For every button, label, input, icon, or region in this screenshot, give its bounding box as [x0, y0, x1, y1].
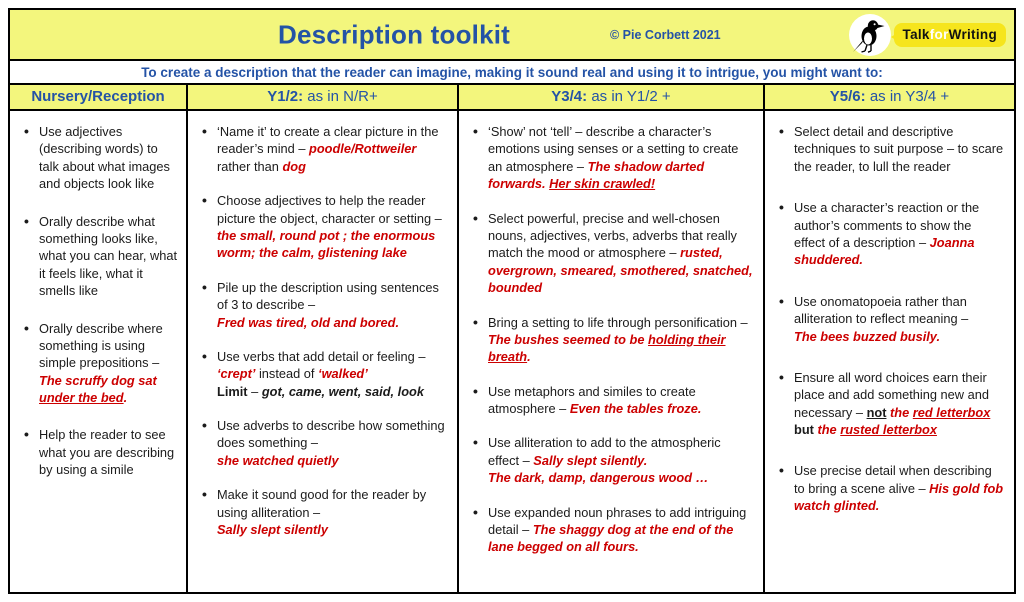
- text-run: under the bed: [39, 390, 124, 406]
- text-run: Select detail and descriptive techniques to suit purpose – to scare the reader, to lull the reader: [794, 124, 1004, 174]
- table-body-row: [10, 111, 1014, 592]
- text-run: Use verbs that add detail or feeling –: [217, 348, 426, 364]
- header-band: [10, 10, 1014, 61]
- bullet-list-y3-4: [467, 123, 754, 556]
- text-run: .: [123, 390, 128, 406]
- text-run: dog: [282, 158, 306, 174]
- text-run: got, came, went, said, look: [261, 383, 424, 399]
- copyright-text: © Pie Corbett 2021: [610, 27, 721, 42]
- column-cell-y5-6: [765, 111, 1014, 592]
- text-run: Her skin crawled!: [549, 176, 656, 192]
- text-run: Ensure all word choices earn their place and add something new and necessary –: [794, 369, 989, 420]
- bullet-list-nursery-reception: [18, 123, 177, 479]
- text-run: rusted letterbox: [840, 422, 937, 438]
- text-run: rusted, overgrown, smeared, smothered, snatched, bounded: [488, 245, 753, 296]
- bullet-item: [196, 192, 448, 262]
- text-run: Select powerful, precise and well-chosen nouns, adjectives, verbs, adverbs that really match the mood or atmosphere –: [488, 210, 737, 261]
- text-run: red letterbox: [912, 404, 991, 420]
- bullet-item: [196, 348, 448, 400]
- text-run: Use onomatopoeia rather than alliteration to reflect meaning –: [794, 293, 969, 327]
- column-header-strong: Y1/2:: [267, 88, 304, 105]
- text-run: Joanna shuddered.: [794, 234, 975, 268]
- text-run: Use precise detail when describing to bring a scene alive –: [794, 463, 992, 496]
- text-run: Sally slept silently: [217, 522, 328, 538]
- text-run: Pile up the description using sentences of 3 to describe –: [217, 279, 439, 313]
- bullet-item: [196, 417, 448, 469]
- text-run: poodle/Rottweiler: [309, 141, 417, 157]
- bullet-item: [773, 293, 1005, 345]
- text-run: –: [247, 383, 262, 399]
- bullet-item: [773, 462, 1005, 514]
- text-run: .: [527, 349, 531, 365]
- text-run: The bees buzzed busily.: [794, 328, 941, 344]
- text-run: Use alliteration to add to the atmospheric effect –: [488, 435, 721, 468]
- text-run: the: [890, 404, 913, 420]
- text-run: Choose adjectives to help the reader picture the object, character or setting –: [217, 193, 442, 226]
- text-run: Bring a setting to life through personification –: [488, 314, 748, 330]
- toolkit-sheet: [8, 8, 1016, 594]
- column-header-y1-2: [188, 85, 459, 109]
- text-run: but: [794, 422, 814, 438]
- magpie-bird-icon: [850, 15, 890, 55]
- text-run: rather than: [217, 158, 283, 174]
- bullet-item: [196, 123, 448, 175]
- text-run: Use a character’s reaction or the author’s comments to show the effect of a description –: [794, 200, 980, 250]
- bullet-item: [196, 486, 448, 538]
- column-cell-y3-4: [459, 111, 765, 592]
- text-run: the: [817, 422, 841, 438]
- text-run: Use adjectives (describing words) to talk about what images and objects look like: [39, 124, 170, 192]
- text-run: ‘crept’: [217, 366, 256, 382]
- bullet-item: [467, 504, 754, 556]
- text-run: Use expanded noun phrases to add intriguing detail –: [488, 504, 747, 538]
- text-run: Use metaphors and similes to create atmosphere –: [488, 383, 696, 417]
- bullet-list-y1-2: [196, 123, 448, 538]
- bullet-item: [467, 123, 754, 193]
- text-run: The shadow darted forwards.: [488, 158, 705, 192]
- text-run: Orally describe where something is using simple prepositions –: [39, 320, 163, 371]
- text-run: The bushes seemed to be: [488, 331, 649, 347]
- column-cell-nursery-reception: [10, 111, 188, 592]
- text-run: she watched quietly: [217, 452, 339, 468]
- column-header-strong: Y5/6:: [829, 88, 866, 105]
- bullet-item: [18, 426, 177, 478]
- logo-speech-bubble: [894, 23, 1006, 47]
- text-run: ‘Name it’ to create a clear picture in the reader’s mind –: [217, 124, 439, 157]
- bullet-item: [467, 383, 754, 418]
- text-run: Make it sound good for the reader by using alliteration –: [217, 487, 427, 520]
- column-header-strong: Y3/4:: [551, 88, 588, 105]
- bullet-item: [773, 123, 1005, 175]
- page-title: Description toolkit: [278, 19, 511, 49]
- text-run: ‘Show’ not ‘tell’ – describe a character’s emotions using senses or a setting to create an atmosphere –: [488, 124, 739, 174]
- logo-circle: [849, 14, 891, 56]
- bullet-item: [467, 434, 754, 486]
- bullet-item: [773, 199, 1005, 269]
- bullet-item: [773, 369, 1005, 439]
- text-run: The scruffy dog sat: [39, 372, 157, 388]
- column-header-rest: as in Y1/2 +: [587, 88, 671, 105]
- bullet-item: [467, 314, 754, 366]
- bullet-list-y5-6: [773, 123, 1005, 515]
- column-header-strong: Nursery/Reception: [31, 88, 165, 105]
- column-header-nursery-reception: [10, 85, 188, 109]
- column-header-rest: as in N/R+: [303, 88, 378, 105]
- text-run: The dark, damp, dangerous wood …: [488, 470, 709, 486]
- bullet-item: [18, 213, 177, 300]
- text-run: holding their breath: [488, 331, 726, 365]
- text-run: instead of: [255, 366, 319, 382]
- text-run: Fred was tired, old and bored.: [217, 314, 400, 330]
- column-header-y3-4: [459, 85, 765, 109]
- text-run: His gold fob watch glinted.: [794, 480, 1004, 514]
- column-cell-y1-2: [188, 111, 459, 592]
- column-header-rest: as in Y3/4 +: [865, 88, 950, 105]
- logo-text-for: for: [929, 26, 949, 42]
- text-run: not: [866, 404, 887, 420]
- column-header-y5-6: [765, 85, 1014, 109]
- intro-statement: To create a description that the reader can imagine, making it sound real and using it to intrigue, you might want to:: [10, 61, 1014, 85]
- text-run: the small, round pot ; the enormous worm; the calm, glistening lake: [217, 227, 436, 261]
- bullet-item: [196, 279, 448, 331]
- column-headers-row: [10, 85, 1014, 111]
- text-run: Even the tables froze.: [569, 401, 702, 417]
- text-run: Limit: [217, 383, 248, 399]
- bullet-item: [18, 123, 177, 193]
- text-run: Orally describe what something looks like, what you can hear, what it feels like, what it smells like: [39, 213, 178, 299]
- text-run: Help the reader to see what you are describing by using a simile: [39, 427, 175, 478]
- bullet-item: [18, 320, 177, 407]
- logo-text-talk: Talk: [902, 26, 930, 42]
- bullet-item: [467, 210, 754, 297]
- logo-text-writing: Writing: [948, 26, 997, 42]
- text-run: ‘walked’: [318, 366, 368, 382]
- text-run: Sally slept silently.: [533, 452, 648, 468]
- text-run: The shaggy dog at the end of the lane begged on all fours.: [488, 522, 734, 555]
- text-run: Use adverbs to describe how something does something –: [217, 418, 445, 451]
- talk-for-writing-logo: [849, 14, 1006, 56]
